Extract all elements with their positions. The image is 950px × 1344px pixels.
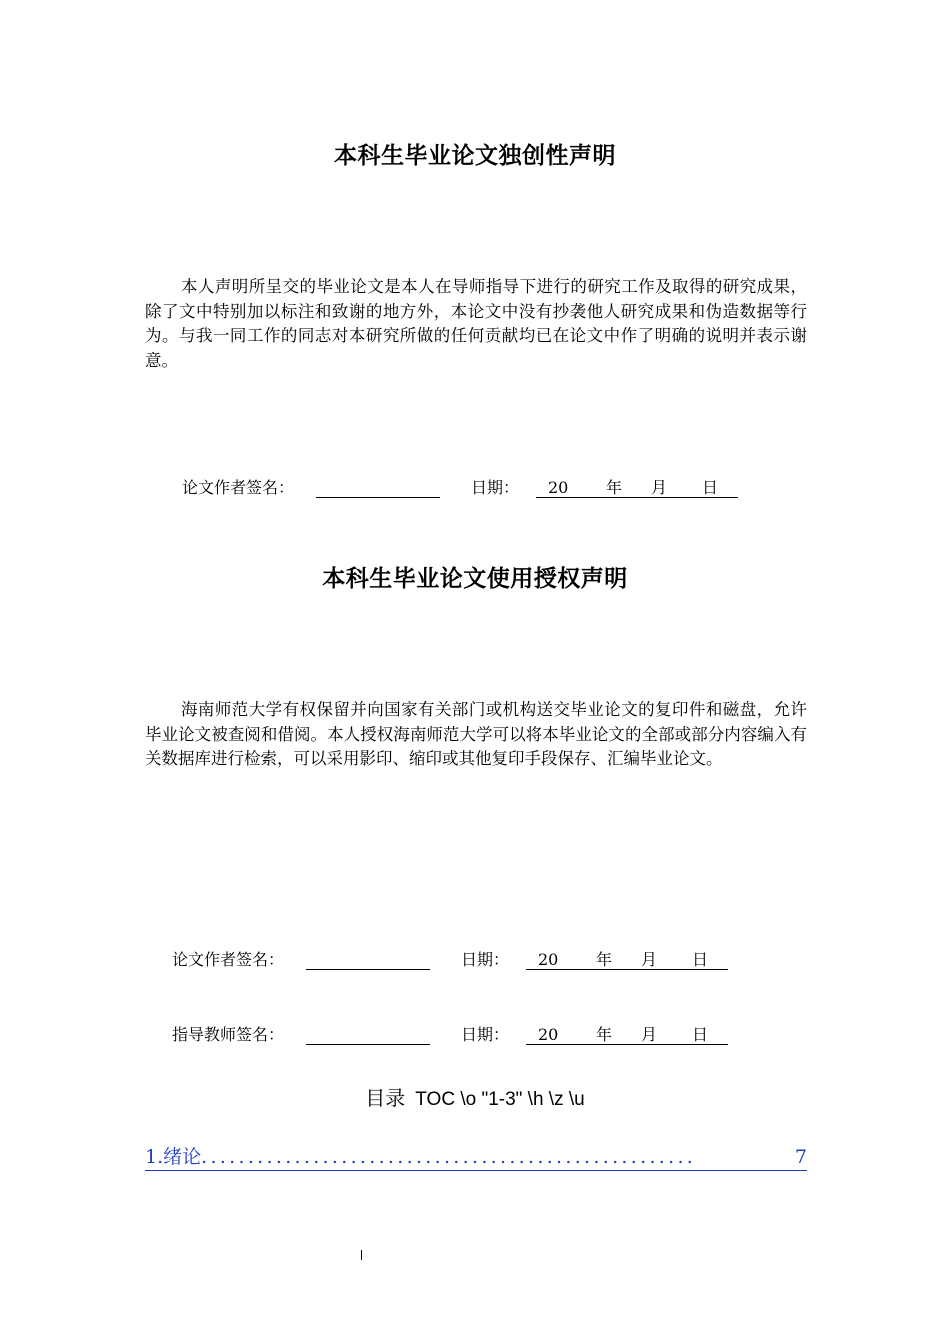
date-blank[interactable] (526, 949, 728, 970)
date-label: 日期： (471, 478, 520, 497)
date-blank[interactable] (536, 477, 738, 498)
toc-title: 目录 (365, 1086, 406, 1110)
date-year-unit: 年 (606, 478, 623, 497)
date-year: 20 (538, 1025, 559, 1044)
toc-entry-label: 1.绪论 (145, 1146, 202, 1168)
authorization-body: 海南师范大学有权保留并向国家有关部门或机构送交毕业论文的复印件和磁盘，允许毕业论文被查阅和借阅。本人授权海南师范大学可以将本毕业论文的全部或部分内容编入有关数据库进行检索，可以采用影印、缩印或其他复印手段保存、汇编毕业论文。 (145, 700, 807, 768)
date-month-unit: 月 (651, 478, 668, 497)
date-label: 日期： (461, 1025, 510, 1044)
toc-entry-leader: ..................................................... (201, 1146, 697, 1168)
author-signature-blank[interactable] (306, 949, 430, 970)
author-signature-blank[interactable] (316, 477, 440, 498)
author-signature-label: 论文作者签名： (182, 478, 295, 497)
authorization-advisor-signature-row (172, 1024, 732, 1046)
author-signature-label: 论文作者签名： (172, 950, 285, 969)
toc-entry-page: 7 (794, 1146, 807, 1168)
date-month-unit: 月 (641, 950, 658, 969)
date-month-unit: 月 (641, 1025, 658, 1044)
date-day-unit: 日 (692, 950, 709, 969)
date-label: 日期： (461, 950, 510, 969)
toc-heading (0, 1082, 950, 1111)
advisor-signature-label: 指导教师签名： (172, 1025, 285, 1044)
date-year-unit: 年 (596, 1025, 613, 1044)
toc-field-code: TOC \o "1-3" \h \z \u (415, 1089, 585, 1110)
toc-entry-link[interactable] (145, 1144, 807, 1171)
date-year-unit: 年 (596, 950, 613, 969)
date-year: 20 (538, 950, 559, 969)
originality-signature-row (182, 477, 742, 499)
originality-body: 本人声明所呈交的毕业论文是本人在导师指导下进行的研究工作及取得的研究成果，除了文中特别加以标注和致谢的地方外，本论文中没有抄袭他人研究成果和伪造数据等行为。与我一同工作的同志对本研究所做的任何贡献均已在论文中作了明确的说明并表示谢意。 (145, 277, 807, 370)
authorization-author-signature-row (172, 949, 732, 971)
date-year: 20 (548, 478, 569, 497)
authorization-title: 本科生毕业论文使用授权声明 (322, 566, 628, 592)
originality-title: 本科生毕业论文独创性声明 (334, 143, 616, 169)
date-blank[interactable] (526, 1024, 728, 1045)
text-cursor (361, 1250, 362, 1260)
advisor-signature-blank[interactable] (306, 1024, 430, 1045)
date-day-unit: 日 (702, 478, 719, 497)
date-day-unit: 日 (692, 1025, 709, 1044)
